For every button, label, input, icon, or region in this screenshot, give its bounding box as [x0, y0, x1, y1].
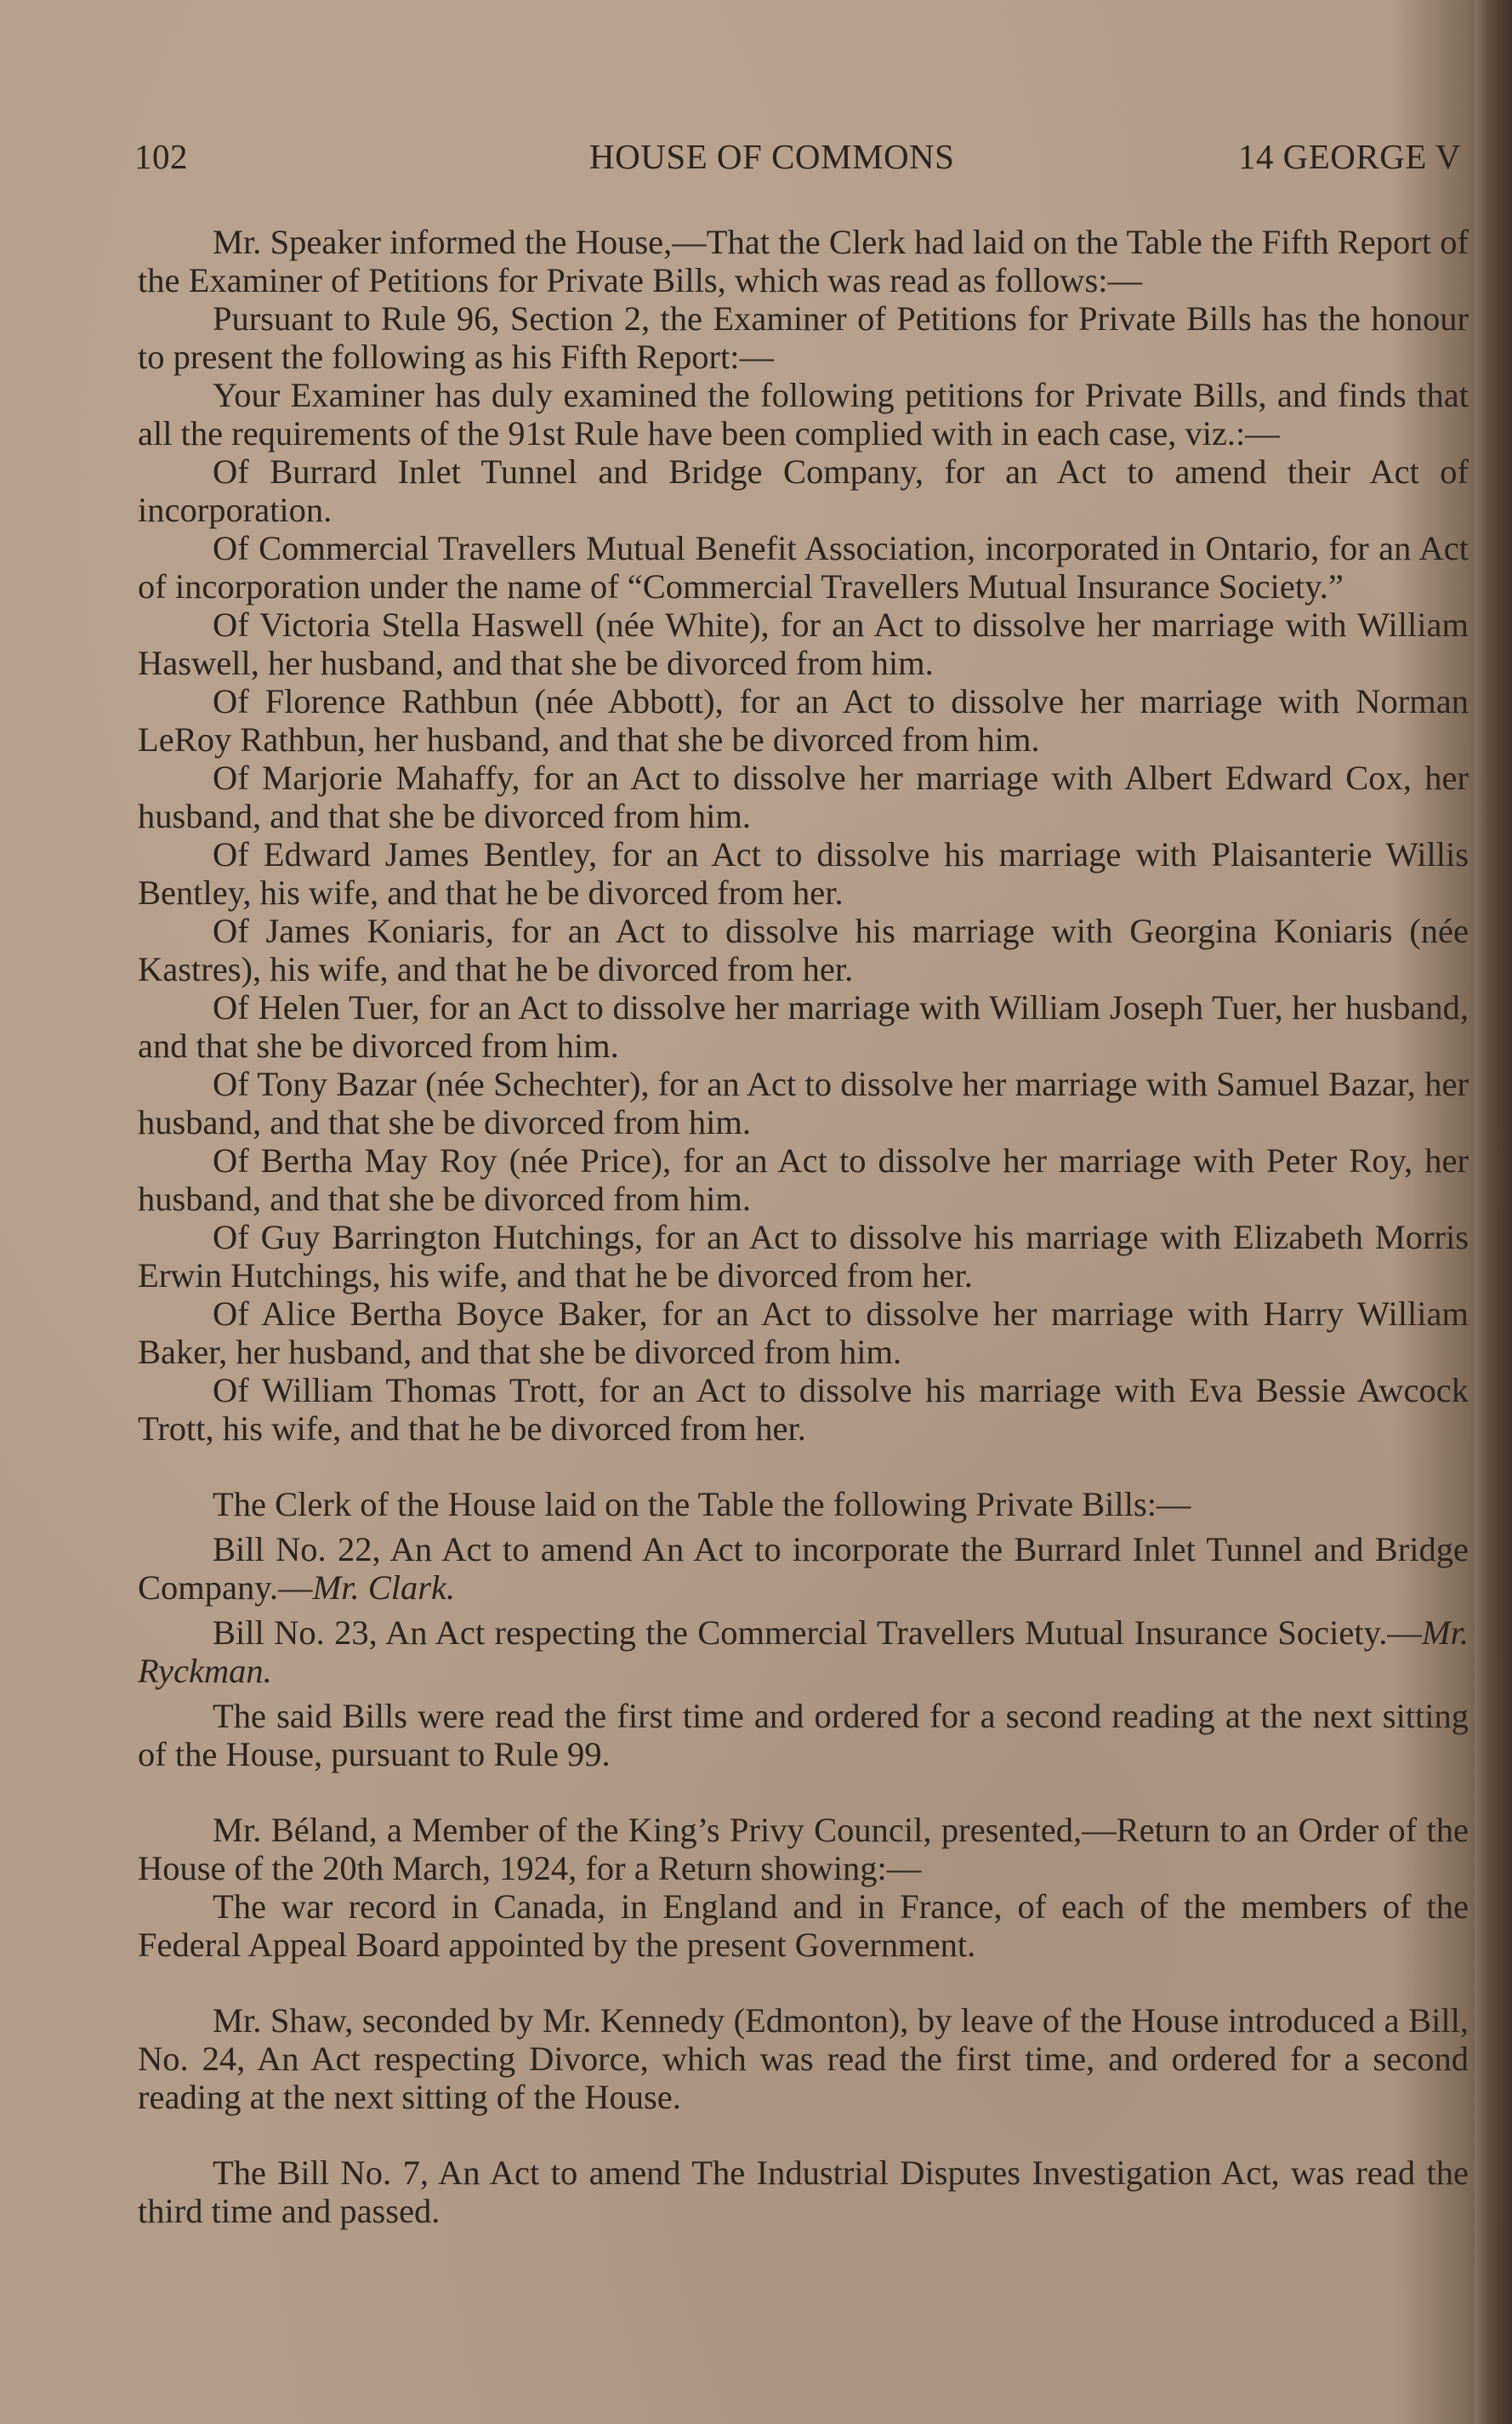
petition-item: Of Commercial Travellers Mutual Benefit Association, incorporated in Ontario, for an Act of incorporation under the name of “Commercial Travellers Mutual Insurance Society.”: [138, 529, 1469, 606]
petition-item: Of Victoria Stella Haswell (née White), for an Act to dissolve her marriage with William Haswell, her husband, and that she be divorced from him.: [138, 606, 1469, 682]
petition-item: Of Edward James Bentley, for an Act to dissolve his marriage with Plaisanterie Willis Bentley, his wife, and that he be divorced from her.: [138, 835, 1469, 912]
bill-23-member: Mr. Ryckman.: [138, 1613, 1469, 1690]
petition-item: Of Tony Bazar (née Schechter), for an Act to dissolve her marriage with Samuel Bazar, her husband, and that she be divorced from him.: [138, 1065, 1469, 1141]
petition-item: Of Helen Tuer, for an Act to dissolve her marriage with William Joseph Tuer, her husband, and that she be divorced from him.: [138, 988, 1469, 1065]
petition-item: Of William Thomas Trott, for an Act to dissolve his marriage with Eva Bessie Awcock Trott, his wife, and that he be divorced from her.: [138, 1371, 1469, 1448]
paragraph-shaw-bill: Mr. Shaw, seconded by Mr. Kennedy (Edmonton), by leave of the House introduced a Bill, No. 24, An Act respecting Divorce, which was read the first time, and ordered for a second reading at the next sitting of the House.: [138, 2001, 1469, 2116]
running-title: HOUSE OF COMMONS: [589, 137, 955, 176]
bill-22-text: Bill No. 22, An Act to amend An Act to incorporate the Burrard Inlet Tunnel and Bridge Company.—: [138, 1530, 1469, 1607]
bill-23-text: Bill No. 23, An Act respecting the Commercial Travellers Mutual Insurance Society.—: [213, 1613, 1422, 1652]
paragraph-beland-return: Mr. Béland, a Member of the King’s Privy Council, presented,—Return to an Order of the House of the 20th March, 1924, for a Return showing:—: [138, 1811, 1469, 1887]
petition-item: Of James Koniaris, for an Act to dissolve his marriage with Georgina Koniaris (née Kastres), his wife, and that he be divorced from her.: [138, 912, 1469, 988]
paragraph-war-record: The war record in Canada, in England and in France, of each of the members of the Federal Appeal Board appointed by the present Government.: [138, 1887, 1469, 1964]
bill-23: [138, 1613, 1469, 1690]
paragraph-report-intro: Mr. Speaker informed the House,—That the Clerk had laid on the Table the Fifth Report of the Examiner of Petitions for Private Bills, which was read as follows:—: [138, 223, 1469, 299]
petition-item: Of Guy Barrington Hutchings, for an Act to dissolve his marriage with Elizabeth Morris Erwin Hutchings, his wife, and that he be divorced from her.: [138, 1218, 1469, 1295]
bill-22: [138, 1530, 1469, 1607]
journal-text: [138, 223, 1469, 2230]
paragraph-private-bills: The Clerk of the House laid on the Table the following Private Bills:—: [213, 1485, 1191, 1523]
page-number: 102: [134, 137, 188, 176]
petition-item: Of Florence Rathbun (née Abbott), for an Act to dissolve her marriage with Norman LeRoy Rathbun, her husband, and that she be divorced from him.: [138, 682, 1469, 759]
paragraph-first-reading: The said Bills were read the first time and ordered for a second reading at the next sitting of the House, pursuant to Rule 99.: [138, 1697, 1469, 1773]
petition-item: Of Bertha May Roy (née Price), for an Act to dissolve her marriage with Peter Roy, her husband, and that she be divorced from him.: [138, 1141, 1469, 1218]
session-label: 14 GEORGE V: [1237, 137, 1461, 176]
page-header: [134, 136, 1461, 187]
bill-22-member: Mr. Clark.: [312, 1568, 456, 1607]
paragraph-examiner: Your Examiner has duly examined the following petitions for Private Bills, and finds that all the requirements of the 91st Rule have been complied with in each case, viz.:—: [138, 376, 1469, 452]
petition-item: Of Alice Bertha Boyce Baker, for an Act to dissolve her marriage with Harry William Baker, her husband, and that she be divorced from him.: [138, 1295, 1469, 1371]
paragraph-bill-7: The Bill No. 7, An Act to amend The Industrial Disputes Investigation Act, was read the third time and passed.: [138, 2154, 1469, 2230]
book-spine-shadow: [1475, 0, 1512, 2424]
paragraph-rule-96: Pursuant to Rule 96, Section 2, the Examiner of Petitions for Private Bills has the honour to present the following as his Fifth Report:—: [138, 299, 1469, 376]
petition-item: Of Burrard Inlet Tunnel and Bridge Company, for an Act to amend their Act of incorporation.: [138, 452, 1469, 529]
petition-item: Of Marjorie Mahaffy, for an Act to dissolve her marriage with Albert Edward Cox, her husband, and that she be divorced from him.: [138, 759, 1469, 835]
